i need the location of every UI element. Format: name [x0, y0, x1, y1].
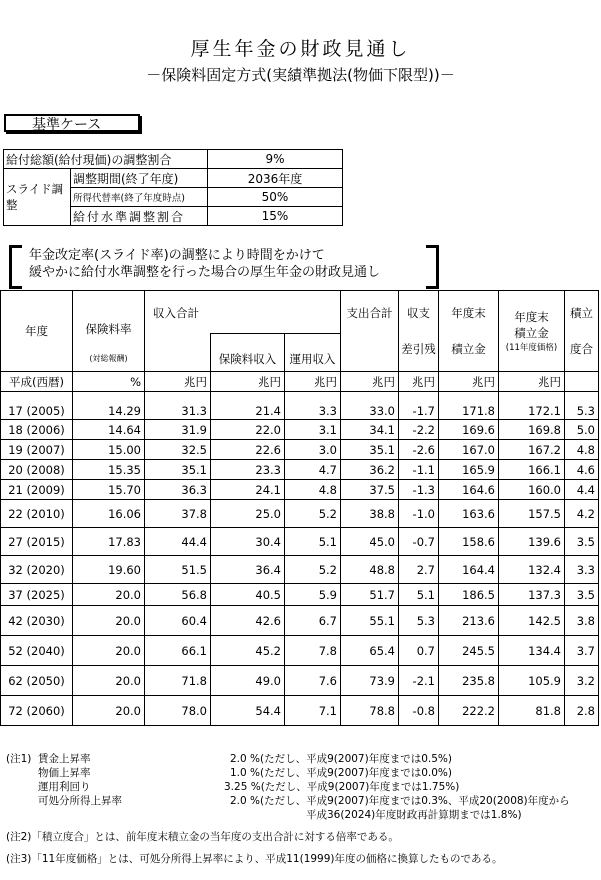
- value-cell: 35.1: [145, 460, 211, 480]
- value-cell: 169.8: [499, 420, 565, 440]
- table-row: [1, 440, 599, 460]
- value-cell: 165.9: [439, 460, 499, 480]
- value-cell: 213.6: [439, 606, 499, 636]
- year-cell: 37 (2025): [1, 584, 73, 606]
- value-cell: 37.8: [145, 500, 211, 528]
- value-cell: 20.0: [73, 636, 145, 666]
- value-cell: 235.8: [439, 666, 499, 696]
- table-row: [1, 696, 599, 726]
- parameter-table: [3, 149, 343, 226]
- value-cell: 5.1: [285, 528, 341, 556]
- value-cell: 4.2: [565, 500, 599, 528]
- value-cell: 164.6: [439, 480, 499, 500]
- unit: 兆円: [145, 372, 211, 392]
- year-cell: 52 (2040): [1, 636, 73, 666]
- value-cell: 22.6: [211, 440, 285, 460]
- value-cell: 71.8: [145, 666, 211, 696]
- value-cell: 81.8: [499, 696, 565, 726]
- param-label: 給付総額(給付現価)の調整割合: [4, 150, 208, 169]
- header-expense: 支出合計: [341, 291, 399, 372]
- note1-val: 2.0 %(ただし、平成9(2007)年度までは0.5%): [230, 753, 452, 765]
- value-cell: 55.1: [341, 606, 399, 636]
- value-cell: 4.8: [285, 480, 341, 500]
- table-row: [1, 556, 599, 584]
- note1-key: 賃金上昇率: [38, 753, 91, 765]
- value-cell: 17.83: [73, 528, 145, 556]
- value-cell: 30.4: [211, 528, 285, 556]
- table-row: [1, 606, 599, 636]
- projection-table: [0, 290, 599, 726]
- value-cell: 24.1: [211, 480, 285, 500]
- param-value: 50%: [208, 188, 343, 207]
- note1-key: 可処分所得上昇率: [38, 795, 122, 807]
- page-title: 厚生年金の財政見通し: [190, 38, 411, 60]
- value-cell: 21.4: [211, 392, 285, 420]
- value-cell: 4.8: [565, 440, 599, 460]
- value-cell: 60.4: [145, 606, 211, 636]
- value-cell: 45.0: [341, 528, 399, 556]
- value-cell: 4.6: [565, 460, 599, 480]
- right-bracket: [426, 245, 439, 289]
- value-cell: 36.2: [341, 460, 399, 480]
- header-real-2: 積立金: [514, 326, 549, 340]
- explanation-line-2: 緩やかに給付水準調整を行った場合の厚生年金の財政見通し: [29, 265, 381, 280]
- table-row: [1, 584, 599, 606]
- note1-head: (注1): [6, 753, 32, 765]
- value-cell: 164.4: [439, 556, 499, 584]
- header-invest: 運用収入: [285, 334, 341, 372]
- year-cell: 62 (2050): [1, 666, 73, 696]
- value-cell: 25.0: [211, 500, 285, 528]
- left-bracket: [9, 245, 22, 289]
- value-cell: 163.6: [439, 500, 499, 528]
- slide-adjust-label: スライド調整: [4, 169, 71, 226]
- year-cell: 27 (2015): [1, 528, 73, 556]
- value-cell: 66.1: [145, 636, 211, 666]
- header-balance: [399, 291, 439, 372]
- value-cell: 3.5: [565, 584, 599, 606]
- value-cell: 35.1: [341, 440, 399, 460]
- table-row: [1, 420, 599, 440]
- value-cell: 3.0: [285, 440, 341, 460]
- value-cell: 139.6: [499, 528, 565, 556]
- value-cell: 222.2: [439, 696, 499, 726]
- value-cell: -1.3: [399, 480, 439, 500]
- value-cell: 5.3: [399, 606, 439, 636]
- value-cell: 0.7: [399, 636, 439, 666]
- value-cell: 7.8: [285, 636, 341, 666]
- value-cell: -2.1: [399, 666, 439, 696]
- value-cell: 137.3: [499, 584, 565, 606]
- value-cell: -1.7: [399, 392, 439, 420]
- table-row: [1, 392, 599, 420]
- note1-key: 運用利回り: [38, 781, 91, 793]
- header-real-1: 年度末: [514, 310, 549, 324]
- value-cell: 3.8: [565, 606, 599, 636]
- header-premium: 保険料収入: [211, 334, 285, 372]
- note3: (注3)「11年度価格」とは、可処分所得上昇率により、平成11(1999)年度の価格に換算したものである。: [6, 853, 503, 865]
- value-cell: 20.0: [73, 606, 145, 636]
- value-cell: 51.5: [145, 556, 211, 584]
- value-cell: 3.3: [285, 392, 341, 420]
- value-cell: 56.8: [145, 584, 211, 606]
- value-cell: 54.4: [211, 696, 285, 726]
- param-value: 2036年度: [208, 169, 343, 188]
- value-cell: 132.4: [499, 556, 565, 584]
- header-balance-1: 収支: [407, 306, 430, 320]
- value-cell: 51.7: [341, 584, 399, 606]
- value-cell: 40.5: [211, 584, 285, 606]
- value-cell: 16.06: [73, 500, 145, 528]
- value-cell: 6.7: [285, 606, 341, 636]
- value-cell: 7.6: [285, 666, 341, 696]
- table-row: [1, 500, 599, 528]
- value-cell: 20.0: [73, 666, 145, 696]
- value-cell: 186.5: [439, 584, 499, 606]
- value-cell: 38.8: [341, 500, 399, 528]
- param-label: 調整期間(終了年度): [71, 169, 208, 188]
- value-cell: 44.4: [145, 528, 211, 556]
- unit: 兆円: [341, 372, 399, 392]
- value-cell: 78.0: [145, 696, 211, 726]
- value-cell: 5.2: [285, 500, 341, 528]
- value-cell: 157.5: [499, 500, 565, 528]
- explanation-box: [9, 245, 439, 285]
- value-cell: -0.8: [399, 696, 439, 726]
- value-cell: 4.7: [285, 460, 341, 480]
- year-cell: 21 (2009): [1, 480, 73, 500]
- value-cell: 36.4: [211, 556, 285, 584]
- value-cell: 105.9: [499, 666, 565, 696]
- value-cell: 34.1: [341, 420, 399, 440]
- value-cell: 5.0: [565, 420, 599, 440]
- value-cell: 73.9: [341, 666, 399, 696]
- value-cell: 78.8: [341, 696, 399, 726]
- header-fund-1: 年度末: [451, 306, 486, 320]
- note1-val: 3.25 %(ただし、平成9(2007)年度までは1.75%): [224, 781, 460, 793]
- value-cell: 23.3: [211, 460, 285, 480]
- year-cell: 19 (2007): [1, 440, 73, 460]
- note1-val: 2.0 %(ただし、平成9(2007)年度までは0.3%、平成20(2008)年度から: [230, 795, 570, 807]
- value-cell: 167.0: [439, 440, 499, 460]
- value-cell: 5.1: [399, 584, 439, 606]
- value-cell: 14.64: [73, 420, 145, 440]
- value-cell: 37.5: [341, 480, 399, 500]
- year-cell: 72 (2060): [1, 696, 73, 726]
- value-cell: 166.1: [499, 460, 565, 480]
- value-cell: 42.6: [211, 606, 285, 636]
- value-cell: -1.0: [399, 500, 439, 528]
- value-cell: 4.4: [565, 480, 599, 500]
- table-row: [1, 480, 599, 500]
- unit: 兆円: [499, 372, 565, 392]
- value-cell: 3.1: [285, 420, 341, 440]
- header-rate-label: 保険料率: [85, 322, 132, 336]
- unit: 兆円: [285, 372, 341, 392]
- header-real-fund: [499, 291, 565, 372]
- value-cell: 171.8: [439, 392, 499, 420]
- value-cell: 5.2: [285, 556, 341, 584]
- header-fund: [439, 291, 499, 372]
- header-ratio-1: 積立: [570, 306, 593, 320]
- value-cell: 7.1: [285, 696, 341, 726]
- case-label: 基準ケース: [4, 114, 140, 132]
- value-cell: 31.3: [145, 392, 211, 420]
- value-cell: 5.3: [565, 392, 599, 420]
- page-subtitle: －保険料固定方式(実績準拠法(物価下限型))－: [146, 66, 455, 84]
- header-ratio-2: 度合: [570, 342, 593, 356]
- value-cell: 20.0: [73, 584, 145, 606]
- year-cell: 42 (2030): [1, 606, 73, 636]
- value-cell: 20.0: [73, 696, 145, 726]
- value-cell: 19.60: [73, 556, 145, 584]
- table-row: [1, 636, 599, 666]
- value-cell: -1.1: [399, 460, 439, 480]
- year-cell: 18 (2006): [1, 420, 73, 440]
- header-rate: [73, 291, 145, 372]
- unit-pct: %: [73, 372, 145, 392]
- value-cell: 2.7: [399, 556, 439, 584]
- value-cell: 142.5: [499, 606, 565, 636]
- header-rate-sub: (対総報酬): [89, 354, 128, 363]
- note1-key: 物価上昇率: [38, 767, 91, 779]
- header-year: 年度: [1, 291, 73, 372]
- value-cell: 3.5: [565, 528, 599, 556]
- note2: (注2)「積立度合」とは、前年度末積立金の当年度の支出合計に対する倍率である。: [6, 831, 399, 843]
- value-cell: 49.0: [211, 666, 285, 696]
- header-fund-2: 積立金: [451, 342, 486, 356]
- value-cell: 2.8: [565, 696, 599, 726]
- value-cell: 48.8: [341, 556, 399, 584]
- value-cell: 134.4: [499, 636, 565, 666]
- value-cell: 31.9: [145, 420, 211, 440]
- value-cell: 167.2: [499, 440, 565, 460]
- param-value: 9%: [208, 150, 343, 169]
- value-cell: 172.1: [499, 392, 565, 420]
- value-cell: 15.00: [73, 440, 145, 460]
- unit: 兆円: [439, 372, 499, 392]
- header-ratio: [565, 291, 599, 372]
- year-cell: 17 (2005): [1, 392, 73, 420]
- explanation-line-1: 年金改定率(スライド率)の調整により時間をかけて: [29, 248, 325, 263]
- unit: 兆円: [211, 372, 285, 392]
- value-cell: -2.6: [399, 440, 439, 460]
- value-cell: 158.6: [439, 528, 499, 556]
- year-cell: 22 (2010): [1, 500, 73, 528]
- unit: 兆円: [399, 372, 439, 392]
- footnotes: [6, 752, 601, 866]
- value-cell: 169.6: [439, 420, 499, 440]
- value-cell: 3.3: [565, 556, 599, 584]
- value-cell: -2.2: [399, 420, 439, 440]
- unit-year: 平成(西暦): [1, 372, 73, 392]
- value-cell: 160.0: [499, 480, 565, 500]
- value-cell: 15.35: [73, 460, 145, 480]
- header-balance-2: 差引残: [401, 342, 436, 356]
- value-cell: 22.0: [211, 420, 285, 440]
- header-income: 収入合計: [145, 291, 341, 334]
- header-real-3: (11年度価格): [505, 343, 558, 353]
- table-row: [1, 666, 599, 696]
- param-label: 所得代替率(終了年度時点): [71, 188, 208, 207]
- value-cell: 15.70: [73, 480, 145, 500]
- param-value: 15%: [208, 207, 343, 226]
- value-cell: 3.7: [565, 636, 599, 666]
- table-row: [1, 460, 599, 480]
- value-cell: 65.4: [341, 636, 399, 666]
- year-cell: 20 (2008): [1, 460, 73, 480]
- value-cell: -0.7: [399, 528, 439, 556]
- value-cell: 45.2: [211, 636, 285, 666]
- note1-val-cont: 平成36(2024)年度財政再計算期までは1.8%): [306, 809, 522, 821]
- value-cell: 36.3: [145, 480, 211, 500]
- value-cell: 32.5: [145, 440, 211, 460]
- value-cell: 33.0: [341, 392, 399, 420]
- note1-val: 1.0 %(ただし、平成9(2007)年度までは0.0%): [230, 767, 452, 779]
- value-cell: 5.9: [285, 584, 341, 606]
- value-cell: 14.29: [73, 392, 145, 420]
- year-cell: 32 (2020): [1, 556, 73, 584]
- value-cell: 3.2: [565, 666, 599, 696]
- value-cell: 245.5: [439, 636, 499, 666]
- param-label: 給付水準調整割合: [71, 207, 208, 226]
- table-row: [1, 528, 599, 556]
